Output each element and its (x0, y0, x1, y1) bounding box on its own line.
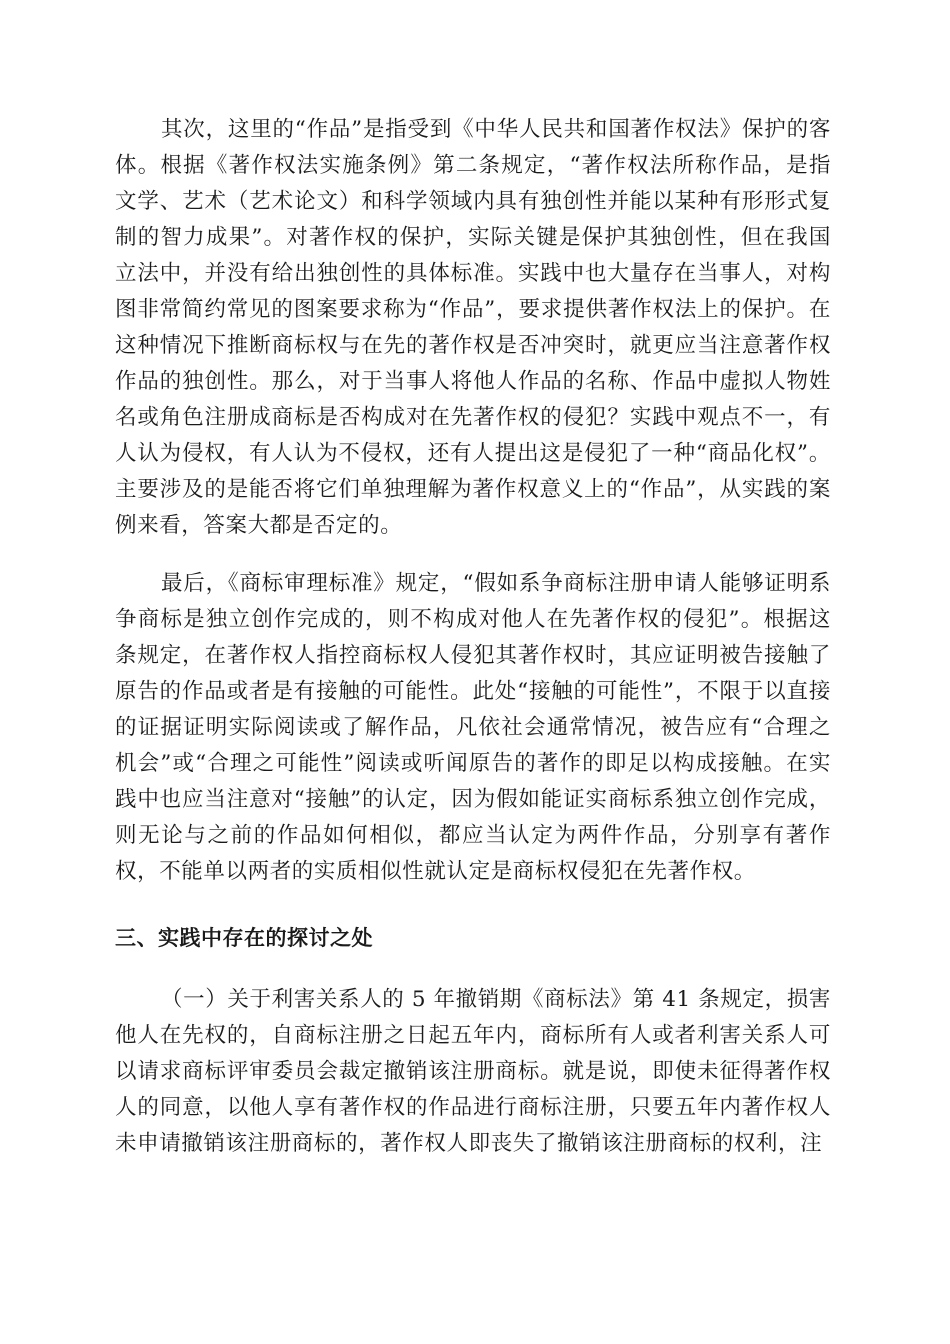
paragraph-five-year-revocation: （一）关于利害关系人的 5 年撤销期《商标法》第 41 条规定，损害他人在先权的，自商标注册之日起五年内，商标所有人或者利害关系人可以请求商标评审委员会裁定撤销该注册商标。就是说，即使未征得著作权人的同意，以他人享有著作权的作品进行商标注册，只要五年内著作权人未申请撤销该注册商标的，著作权人即丧失了撤销该注册商标的权利，注 (115, 987, 831, 1156)
paragraph-work-definition: 其次，这里的“作品”是指受到《中华人民共和国著作权法》保护的客体。根据《著作权法实施条例》第二条规定，“著作权法所称作品，是指文学、艺术（艺术论文）和科学领域内具有独创性并能以某种有形形式复制的智力成果”。对著作权的保护，实际关键是保护其独创性，但在我国立法中，并没有给出独创性的具体标准。实践中也大量存在当事人，对构图非常简约常见的图案要求称为“作品”，要求提供著作权法上的保护。在这种情况下推断商标权与在先的著作权是否冲突时，就更应当注意著作权作品的独创性。那么，对于当事人将他人作品的名称、作品中虚拟人物姓名或角色注册成商标是否构成对在先著作权的侵犯？实践中观点不一，有人认为侵权，有人认为不侵权，还有人提出这是侵犯了一种“商品化权”。主要涉及的是能否将它们单独理解为著作权意义上的“作品”，从实践的案例来看，答案大都是否定的。 (115, 117, 831, 538)
paragraph-trademark-review-standard: 最后，《商标审理标准》规定，“假如系争商标注册申请人能够证明系争商标是独立创作完成的，则不构成对他人在先著作权的侵犯”。根据这条规定，在著作权人指控商标权人侵犯其著作权时，其应证明被告接触了原告的作品或者是有接触的可能性。此处“接触的可能性”，不限于以直接的证据证明实际阅读或了解作品，凡依社会通常情况，被告应有“合理之机会”或“合理之可能性”阅读或听闻原告的著作的即足以构成接触。在实践中也应当注意对“接触”的认定，因为假如能证实商标系独立创作完成，则无论与之前的作品如何相似，都应当认定为两件作品，分别享有著作权，不能单以两者的实质相似性就认定是商标权侵犯在先著作权。 (115, 571, 831, 884)
document-body (115, 112, 831, 1162)
section-heading: 三、实践中存在的探讨之处 (115, 926, 373, 950)
